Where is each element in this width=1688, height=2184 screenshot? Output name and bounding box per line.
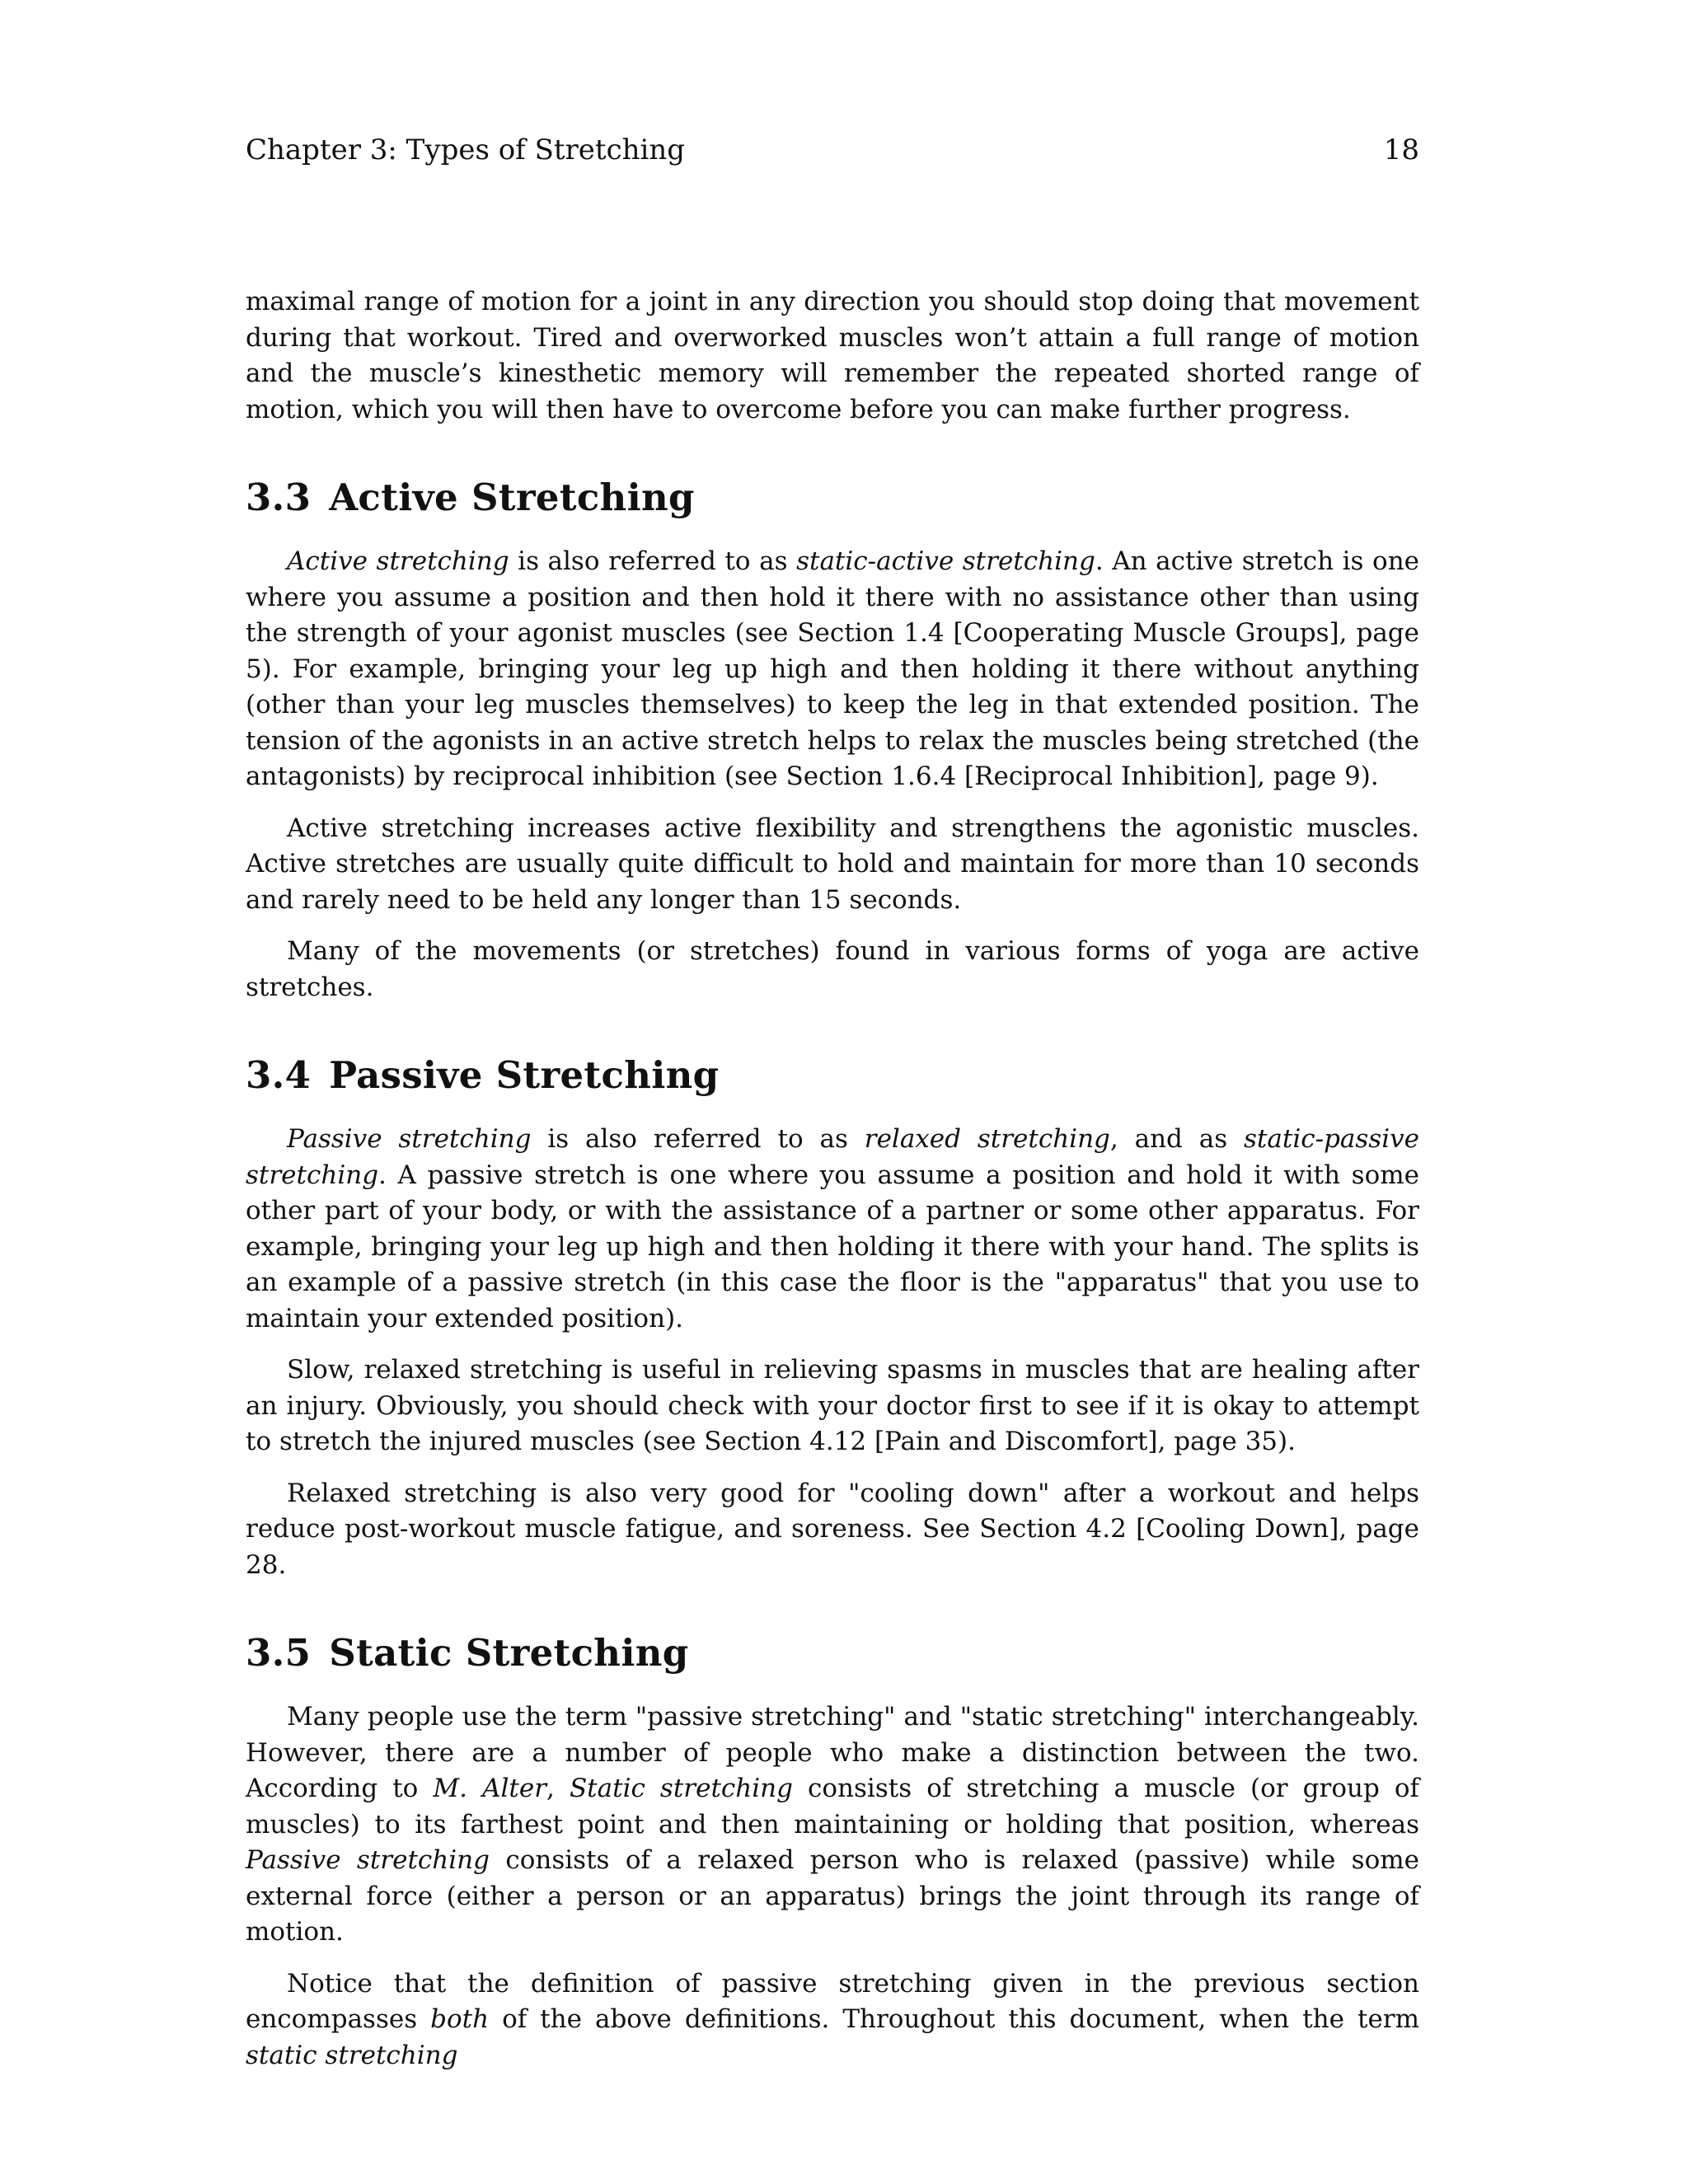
section-heading-3-5 [246,1630,1419,1676]
chapter-title: Chapter 3: Types of Stretching [246,134,686,166]
paragraph [246,1699,1419,1951]
section-heading-3-4 [246,1052,1419,1099]
text-run: Many people use the term "passive stretching" and "static stretching" interchangeably. However, there are a number of people who make a distinction between the two. According to [246,1702,1419,1803]
section-title: Passive Stretching [329,1053,720,1097]
section-number: 3.4 [246,1053,312,1097]
text-run: Notice that the definition of passive stretching given in the previous section encompasses [246,1968,1419,2034]
text-run: . A passive stretch is one where you assume a position and hold it with some other part of your body, or with the assistance of a partner or some other apparatus. For example, bringing your leg up high and then holding it there with your hand. The splits is an example of a passive stretch (in this case the floor is the "apparatus" that you use to maintain your extended position). [246,1160,1419,1333]
text-run: , [546,1774,570,1803]
text-run: of the above definitions. Throughout this document, when the term [489,2004,1419,2034]
text-run: consists of a relaxed person who is relaxed (passive) while some external force (either a person or an apparatus) brings the joint through its range of motion. [246,1845,1419,1947]
term: Static stretching [569,1774,793,1803]
paragraph: Relaxed stretching is also very good for "cooling down" after a workout and helps reduce post-workout muscle fatigue, and soreness. See Section 4.2 [Cooling Down], page 28. [246,1478,1419,1580]
term: static-active stretching [796,546,1095,576]
text-run: . An active stretch is one where you assume a position and then hold it there with no assistance other than using the strength of your agonist muscles (see Section 1.4 [Cooperating Muscle Groups], page 5). For example, bringing your leg up high and then holding it there without anything (other than your leg muscles themselves) to keep the leg in that extended position. The tension of the agonists in an active stretch helps to relax the muscles being stretched (the antagonists) by reciprocal inhibition (see Section 1.6.4 [Reciprocal Inhibition], page 9). [246,546,1420,791]
paragraph: Many of the movements (or stretches) found in various forms of yoga are active stretches. [246,936,1419,1002]
term: both [430,2004,490,2034]
section-heading-3-3 [246,475,1419,521]
term: static-passive stretching [246,1124,1419,1190]
text-run: consists of stretching a muscle (or group of muscles) to its farthest point and then maintaining or holding that position, whereas [246,1774,1419,1840]
page-body [246,284,1419,2089]
section-title: Active Stretching [329,476,695,519]
term: static stretching [246,2040,458,2070]
section-number: 3.5 [246,1631,312,1675]
paragraph: Slow, relaxed stretching is useful in relieving spasms in muscles that are healing after an injury. Obviously, you should check with your doctor first to see if it is okay to attempt to stretch the injured muscles (see Section 4.12 [Pain and Discomfort], page 35). [246,1355,1419,1456]
author-name: M. Alter [433,1774,547,1803]
paragraph: Active stretching increases active flexibility and strengthens the agonistic muscles. Active stretches are usually quite difficult to hold and maintain for more than 10 seconds and rarely need to be held any longer than 15 seconds. [246,813,1419,915]
term: relaxed stretching [864,1124,1110,1154]
intro-paragraph: maximal range of motion for a joint in any direction you should stop doing that movement during that workout. Tired and overworked muscles won’t attain a full range of motion and the muscle’s kinesthetic memory will remember the repeated shorted range of motion, which you will then have to overcome before you can make further progress. [246,287,1419,424]
term: Active stretching [287,546,509,576]
paragraph [246,1966,1419,2074]
text-run: is also referred to as [531,1124,865,1154]
term: Passive stretching [287,1124,532,1154]
text-run: is also referred to as [509,546,797,576]
text-run: , and as [1109,1124,1245,1154]
term: Passive stretching [246,1845,490,1875]
section-title: Static Stretching [329,1631,689,1675]
paragraph [246,1122,1419,1337]
section-number: 3.3 [246,476,312,519]
paragraph [246,544,1419,795]
page-number: 18 [1383,134,1419,166]
